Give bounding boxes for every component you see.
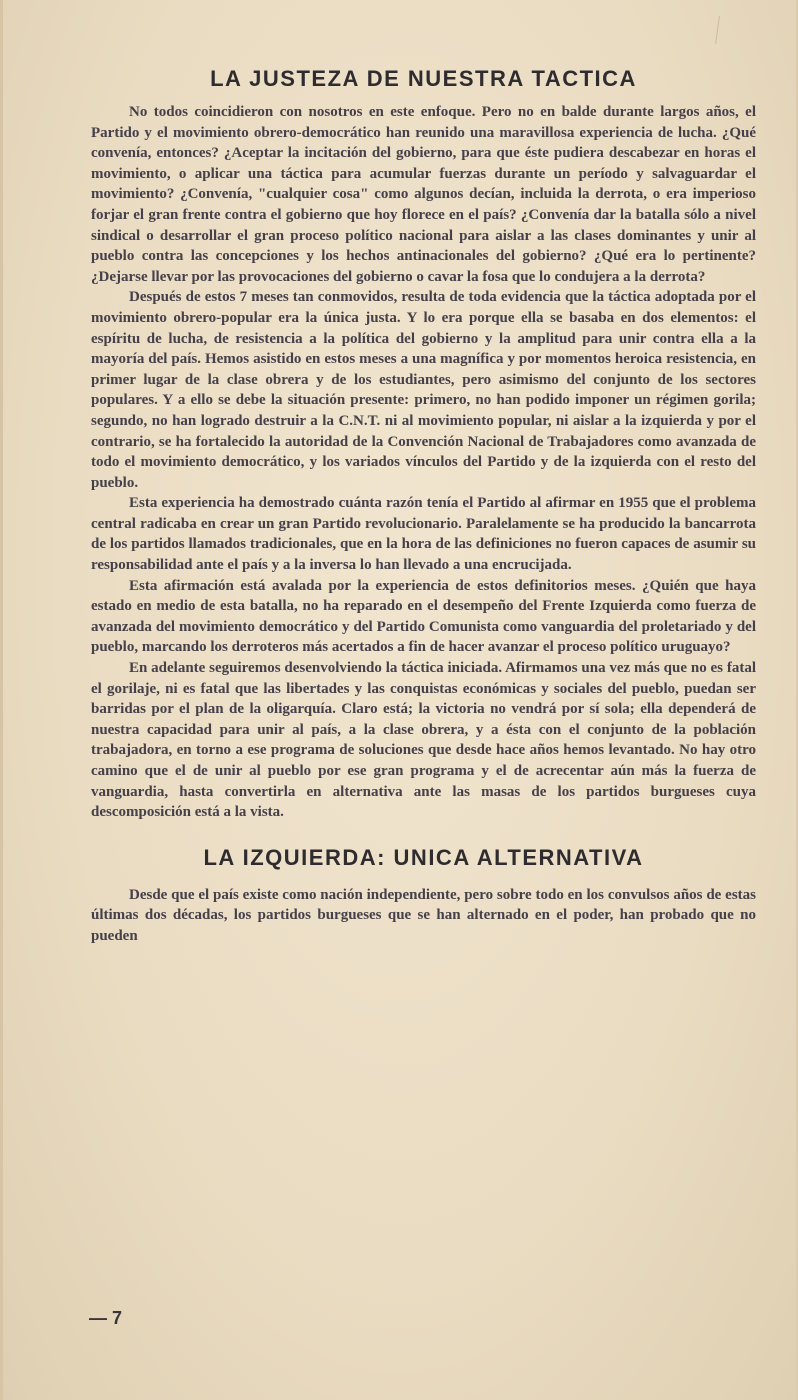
paragraph: En adelante seguiremos desenvolviendo la táctica iniciada. Afirmamos una vez más que no es fatal el gorilaje, ni es fatal que las libertades y las conquistas económicas y sociales del pueblo, puedan ser barridas por el plan de la oligarquía. Claro está; la victoria no vendrá por sí sola; ella dependerá de nuestra capacidad para unir al país, a la clase obrera, y a ésta con el conjunto de la población trabajadora, en torno a ese programa de soluciones que desde hace años hemos levantado. No hay otro camino que el de unir al pueblo por ese gran programa y el de acrecentar aún más la fuerza de vanguardia, hasta convertirla en alternativa ante las masas de los partidos burgueses cuya descomposición está a la vista. — [91, 660, 756, 821]
paragraph: Esta afirmación está avalada por la experiencia de estos definitorios meses. ¿Quién que haya estado en medio de esta batalla, no ha reparado en el desempeño del Frente Izquierda como fuerza de avanzada del movimiento democrático y del Partido Comunista como vanguardia del proletariado y del pueblo, marcando los derroteros más acertados a fin de hacer avanzar el proceso político uruguayo? — [91, 577, 756, 656]
section-heading-tactica: LA JUSTEZA DE NUESTRA TACTICA — [210, 66, 637, 91]
paragraph: Después de estos 7 meses tan conmovidos, resulta de toda evidencia que la táctica adoptada por el movimiento obrero-popular era la única justa. Y lo era porque ella se basaba en dos elementos: el espíritu de lucha, de resistencia a la política del gobierno y la amplitud para unir contra ella a la mayoría del país. Hemos asistido en estos meses a una magnífica y por momentos heroica resistencia, en primer lugar de la clase obrera y de los estudiantes, pero asimismo del conjunto de los sectores populares. Y a ello se debe la situación presente: primero, no han podido imponer un régimen gorila; segundo, no han logrado destruir a la C.N.T. ni al movimiento popular, ni aislar a la izquierda y por el contrario, se ha fortalecido la autoridad de la Convención Nacional de Trabajadores como avanzada de todo el movimiento democrático, y los variados vínculos del Partido y de la izquierda con el resto del pueblo. — [91, 289, 756, 491]
page-crease — [715, 16, 720, 44]
paragraph: Desde que el país existe como nación independiente, pero sobre todo en los convulsos años de estas últimas dos décadas, los partidos burgueses que se han alternado en el poder, han probado que no pueden — [91, 886, 756, 944]
section-heading-izquierda: LA IZQUIERDA: UNICA ALTERNATIVA — [203, 844, 644, 870]
page-number: — 7 — [89, 1308, 123, 1328]
paragraph: Esta experiencia ha demostrado cuánta razón tenía el Partido al afirmar en 1955 que el problema central radicaba en crear un gran Partido revolucionario. Paralelamente se ha producido la bancarrota de los partidos llamados tradicionales, que en la hora de las definiciones no fueron capaces de asumir su responsabilidad ante el país y a la inversa lo han llevado a una encrucijada. — [91, 495, 756, 574]
paragraph: No todos coincidieron con nosotros en este enfoque. Pero no en balde durante largos años, el Partido y el movimiento obrero-democrático han reunido una maravillosa experiencia de lucha. ¿Qué convenía, entonces? ¿Aceptar la incitación del gobierno, para que éste pudiera descabezar en horas el movimiento, o aplicar una táctica para acumular fuerzas durante un período y salvaguardar el movimiento? ¿Convenía, "cualquier cosa" como algunos decían, incluida la derrota, o era imperioso forjar el gran frente contra el gobierno que hoy florece en el país? ¿Convenía dar la batalla sólo a nivel sindical o desarrollar el gran proceso político nacional para aislar a las clases dominantes y unir al pueblo contra las concepciones y los hechos antinacionales del gobierno? ¿Qué era lo pertinente? ¿Dejarse llevar por las provocaciones del gobierno o cavar la fosa que lo condujera a la derrota? — [91, 104, 756, 285]
